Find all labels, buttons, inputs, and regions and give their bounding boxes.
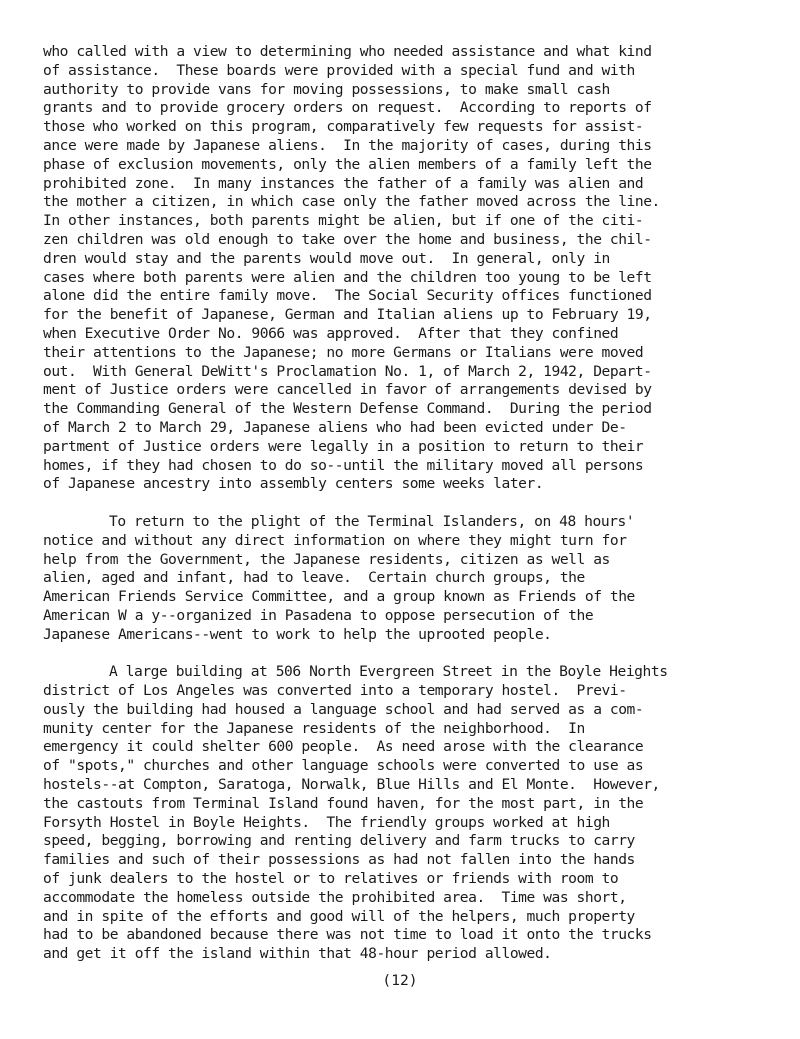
text-line: hostels--at Compton, Saratoga, Norwalk, Blue Hills and El Monte. However, <box>43 776 660 794</box>
text-line: American Friends Service Committee, and a group known as Friends of the <box>43 588 635 606</box>
text-line: those who worked on this program, comparatively few requests for assist- <box>43 118 644 136</box>
text-line: help from the Government, the Japanese residents, citizen as well as <box>43 550 610 568</box>
page-number: (12) <box>382 972 418 989</box>
text-line: accommodate the homeless outside the prohibited area. Time was short, <box>43 888 627 906</box>
text-line: the Commanding General of the Western Defense Command. During the period <box>43 400 652 418</box>
text-line: Forsyth Hostel in Boyle Heights. The friendly groups worked at high <box>43 813 610 831</box>
text-line: Japanese Americans--went to work to help the uprooted people. <box>43 625 552 643</box>
text-line: dren would stay and the parents would move out. In general, only in <box>43 249 610 267</box>
text-line: ously the building had housed a language school and had served as a com- <box>43 700 644 718</box>
text-line: the castouts from Terminal Island found haven, for the most part, in the <box>43 794 644 812</box>
text-line: alien, aged and infant, had to leave. Certain church groups, the <box>43 569 585 587</box>
text-line: for the benefit of Japanese, German and Italian aliens up to February 19, <box>43 306 652 324</box>
text-line: of March 2 to March 29, Japanese aliens who had been evicted under De- <box>43 418 627 436</box>
text-line: the mother a citizen, in which case only the father moved across the line. <box>43 193 660 211</box>
text-line: To return to the plight of the Terminal Islanders, on 48 hours' <box>109 512 635 530</box>
text-line: prohibited zone. In many instances the father of a family was alien and <box>43 174 644 192</box>
text-line: In other instances, both parents might be alien, but if one of the citi- <box>43 212 644 230</box>
text-line: alone did the entire family move. The Social Security offices functioned <box>43 287 652 305</box>
text-line: notice and without any direct information on where they might turn for <box>43 531 627 549</box>
text-line: of junk dealers to the hostel or to relatives or friends with room to <box>43 870 619 888</box>
text-line: and get it off the island within that 48-hour period allowed. <box>43 945 552 963</box>
text-line: families and such of their possessions as had not fallen into the hands <box>43 851 635 869</box>
text-line: ance were made by Japanese aliens. In the majority of cases, during this <box>43 136 652 154</box>
text-line: homes, if they had chosen to do so--until the military moved all persons <box>43 456 644 474</box>
text-line: cases where both parents were alien and the children too young to be left <box>43 268 652 286</box>
text-line: district of Los Angeles was converted into a temporary hostel. Previ- <box>43 682 627 700</box>
text-line: American W a y--organized in Pasadena to oppose persecution of the <box>43 606 594 624</box>
text-line: their attentions to the Japanese; no more Germans or Italians were moved <box>43 343 644 361</box>
document-page <box>43 43 763 964</box>
text-line: of Japanese ancestry into assembly centers some weeks later. <box>43 475 544 493</box>
paragraph-terminal-islanders <box>43 513 763 645</box>
text-line: who called with a view to determining who needed assistance and what kind <box>43 43 652 60</box>
text-line: and in spite of the efforts and good will of the helpers, much property <box>43 907 635 925</box>
text-line: partment of Justice orders were legally in a position to return to their <box>43 437 644 455</box>
text-line: munity center for the Japanese residents of the neighborhood. In <box>43 719 585 737</box>
text-line: authority to provide vans for moving possessions, to make small cash <box>43 80 610 98</box>
text-line: zen children was old enough to take over the home and business, the chil- <box>43 230 652 248</box>
text-line: phase of exclusion movements, only the alien members of a family left the <box>43 155 652 173</box>
text-line: of "spots," churches and other language schools were converted to use as <box>43 757 644 775</box>
text-line: when Executive Order No. 9066 was approved. After that they confined <box>43 324 619 342</box>
text-line: ment of Justice orders were cancelled in favor of arrangements devised by <box>43 381 652 399</box>
text-line: A large building at 506 North Evergreen Street in the Boyle Heights <box>109 663 668 681</box>
text-line: speed, begging, borrowing and renting delivery and farm trucks to carry <box>43 832 635 850</box>
paragraph-social-security-boards <box>43 43 763 494</box>
text-line: emergency it could shelter 600 people. As need arose with the clearance <box>43 738 644 756</box>
text-line: had to be abandoned because there was not time to load it onto the trucks <box>43 926 652 944</box>
text-line: out. With General DeWitt's Proclamation No. 1, of March 2, 1942, Depart- <box>43 362 652 380</box>
text-line: grants and to provide grocery orders on request. According to reports of <box>43 99 652 117</box>
text-line: of assistance. These boards were provided with a special fund and with <box>43 61 635 79</box>
paragraph-boyle-heights-hostel <box>43 663 763 964</box>
